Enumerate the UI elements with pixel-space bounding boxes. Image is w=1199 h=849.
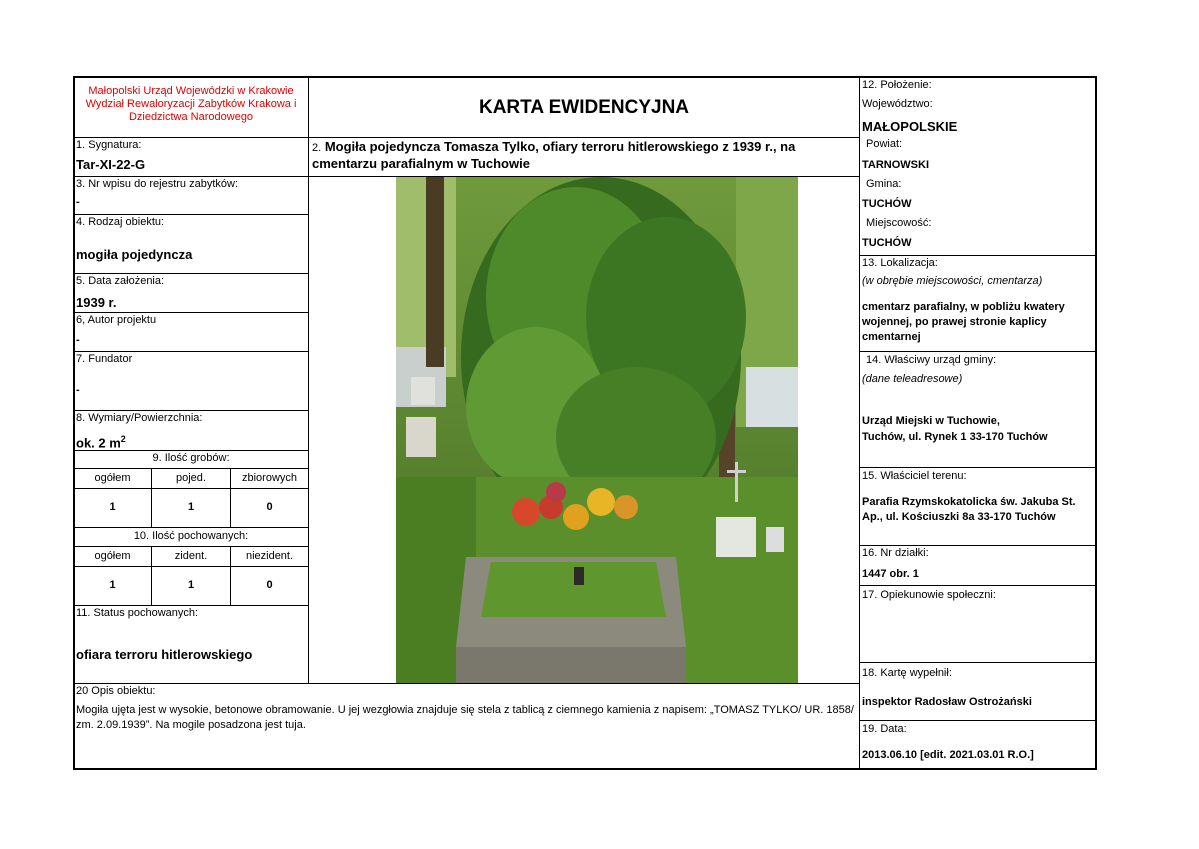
divider xyxy=(74,605,308,606)
autor-value: - xyxy=(76,334,80,346)
wypelnil-label: 18. Kartę wypełnił: xyxy=(862,667,952,679)
miejscowosc-value: TUCHÓW xyxy=(862,237,912,249)
divider xyxy=(859,255,1096,256)
divider xyxy=(74,137,859,138)
grobow-header-zbiorowych: zbiorowych xyxy=(241,472,298,484)
pochowanych-header-ogolem: ogółem xyxy=(94,550,131,562)
grobow-header-ogolem: ogółem xyxy=(94,472,131,484)
lokalizacja-value: cmentarz parafialny, w pobliżu kwatery wojennej, po prawej stronie kaplicy cmentarnej xyxy=(862,301,1065,343)
opis-text: Mogiła ujęta jest w wysokie, betonowe obramowanie. U jej wezgłowia znajduje się stela z tablicą z ciemnego kamienia z napisem: „TOMASZ TYLKO/ UR. 1858/ zm. 2.09.1939”. Na mogile posadzona jest tuja. xyxy=(76,704,854,731)
wojewodztwo-label: Województwo: xyxy=(862,98,933,110)
divider xyxy=(859,720,1096,721)
polozenie-label: 12. Położenie: xyxy=(862,79,932,91)
divider xyxy=(859,545,1096,546)
object-name xyxy=(312,139,856,172)
pochowanych-header-niezident: niezident. xyxy=(245,550,294,562)
data-zalozenia-label: 5. Data założenia: xyxy=(76,275,165,287)
data-zalozenia-value: 1939 r. xyxy=(76,295,117,310)
rodzaj-label: 4. Rodzaj obiektu: xyxy=(76,216,165,228)
pochowanych-header-zident: zident. xyxy=(174,550,208,562)
miejscowosc-label: Miejscowość: xyxy=(866,217,932,229)
rodzaj-value: mogiła pojedyncza xyxy=(76,247,193,262)
divider xyxy=(859,351,1096,352)
wymiary-value xyxy=(76,432,126,450)
divider xyxy=(74,312,308,313)
data-label: 19. Data: xyxy=(862,723,907,735)
grobow-value-zbiorowych: 0 xyxy=(266,501,273,513)
divider xyxy=(74,468,308,469)
institution-name: Małopolski Urząd Wojewódzki w Krakowie Wydział Rewaloryzacji Zabytków Krakowa i Dziedzictwa Narodowego xyxy=(85,85,297,123)
wojewodztwo-value: MAŁOPOLSKIE xyxy=(862,119,958,134)
opiekunowie-label: 17. Opiekunowie społeczni: xyxy=(862,589,996,601)
wymiary-superscript: 2 xyxy=(120,434,126,444)
divider xyxy=(859,77,860,769)
pochowanych-label: 10. Ilość pochowanych: xyxy=(133,530,249,542)
divider xyxy=(74,351,308,352)
divider xyxy=(308,137,309,683)
data-value: 2013.06.10 [edit. 2021.03.01 R.O.] xyxy=(862,749,1034,761)
fundator-value: - xyxy=(76,384,80,396)
divider xyxy=(74,273,308,274)
divider xyxy=(74,214,308,215)
dzialka-label: 16. Nr działki: xyxy=(862,547,929,559)
powiat-label: Powiat: xyxy=(866,138,903,150)
autor-label: 6, Autor projektu xyxy=(76,314,157,326)
sygnatura-value: Tar-XI-22-G xyxy=(76,157,146,172)
dzialka-value: 1447 obr. 1 xyxy=(862,568,919,580)
lokalizacja-hint: (w obrębie miejscowości, cmentarza) xyxy=(862,275,1043,287)
pochowanych-value-niezident: 0 xyxy=(266,579,273,591)
object-number: 2. xyxy=(312,142,322,154)
divider xyxy=(859,467,1096,468)
divider xyxy=(230,546,231,605)
divider xyxy=(74,450,308,451)
grobow-value-pojed: 1 xyxy=(187,501,195,513)
urzad-label: 14. Właściwy urząd gminy: xyxy=(866,354,997,366)
grobow-label: 9. Ilość grobów: xyxy=(152,452,230,464)
powiat-value: TARNOWSKI xyxy=(862,159,930,171)
gmina-value: TUCHÓW xyxy=(862,198,912,210)
wymiary-label: 8. Wymiary/Powierzchnia: xyxy=(76,412,203,424)
divider xyxy=(74,176,308,177)
card-title: KARTA EWIDENCYJNA xyxy=(478,97,690,118)
divider xyxy=(74,488,308,489)
divider xyxy=(859,662,1096,663)
rejestr-value: - xyxy=(76,196,80,208)
wymiary-text: ok. 2 m xyxy=(76,435,121,451)
grobow-value-ogolem: 1 xyxy=(109,501,116,513)
divider xyxy=(74,410,308,411)
gmina-label: Gmina: xyxy=(866,178,902,190)
divider xyxy=(230,468,231,527)
grave-photo-illustration xyxy=(396,177,798,683)
opis-label: 20 Opis obiektu: xyxy=(76,685,156,697)
wlasciciel-value: Parafia Rzymskokatolicka św. Jakuba St. Ap., ul. Kościuszki 8a 33-170 Tuchów xyxy=(862,496,1076,523)
grobow-header-pojed: pojed. xyxy=(176,472,206,484)
status-value: ofiara terroru hitlerowskiego xyxy=(76,647,253,662)
divider xyxy=(74,683,859,684)
status-label: 11. Status pochowanych: xyxy=(76,607,199,619)
pochowanych-value-zident: 1 xyxy=(187,579,195,591)
urzad-hint: (dane teleadresowe) xyxy=(862,373,963,385)
urzad-line1: Urząd Miejski w Tuchowie, xyxy=(862,415,1000,427)
divider xyxy=(74,566,308,567)
divider xyxy=(74,527,308,528)
pochowanych-value-ogolem: 1 xyxy=(109,579,116,591)
wlasciciel-label: 15. Właściciel terenu: xyxy=(862,470,967,482)
sygnatura-label: 1. Sygnatura: xyxy=(76,139,142,151)
object-name-text: Mogiła pojedyncza Tomasza Tylko, ofiary terroru hitlerowskiego z 1939 r., na cmentarzu parafialnym w Tuchowie xyxy=(312,139,796,171)
grave-photo xyxy=(396,177,798,683)
fundator-label: 7. Fundator xyxy=(76,353,133,365)
divider xyxy=(859,585,1096,586)
divider xyxy=(74,546,308,547)
urzad-line2: Tuchów, ul. Rynek 1 33-170 Tuchów xyxy=(862,431,1048,443)
lokalizacja-label: 13. Lokalizacja: xyxy=(862,257,938,269)
rejestr-label: 3. Nr wpisu do rejestru zabytków: xyxy=(76,178,239,190)
divider xyxy=(151,468,152,527)
wypelnil-value: inspektor Radosław Ostrożański xyxy=(862,696,1032,708)
divider xyxy=(151,546,152,605)
